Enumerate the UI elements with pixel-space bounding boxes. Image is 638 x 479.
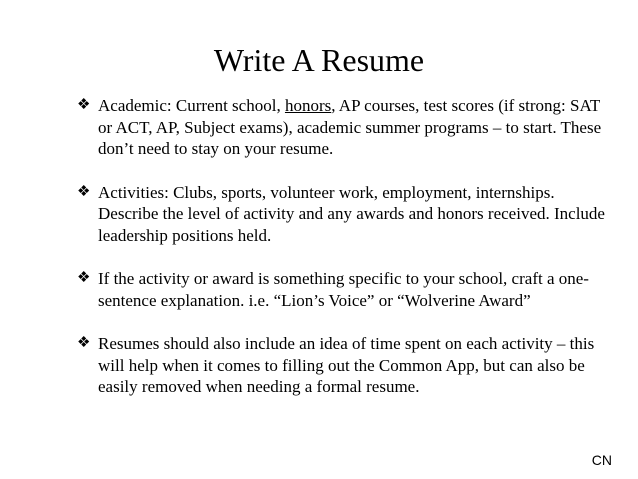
bullet-text-underlined: honors <box>284 96 332 115</box>
bullet-item-specific-award <box>78 268 618 311</box>
bullet-text-prefix: Academic: Current school, <box>98 96 285 115</box>
bullet-text: Resumes should also include an idea of time spent on each activity – this will help when it comes to filling out the Common App, but can also be easily removed when needing a formal resume. <box>98 334 595 396</box>
bullet-text: Activities: Clubs, sports, volunteer work, employment, internships. Describe the level of activity and any awards and honors received. Include leadership positions held. <box>98 182 605 245</box>
footer-initials: CN <box>591 452 612 468</box>
bullet-text: If the activity or award is something specific to your school, craft a one-sentence explanation. i.e. “Lion’s Voice” or “Wolverine Award” <box>98 269 589 310</box>
diamond-bullet-icon: ❖ <box>77 183 91 200</box>
diamond-bullet-icon: ❖ <box>77 335 91 351</box>
bullet-item-academic <box>78 95 618 160</box>
bullet-item-time-spent <box>78 333 618 398</box>
bullet-item-activities <box>78 182 618 247</box>
diamond-bullet-icon: ❖ <box>77 97 91 113</box>
bullet-text-suffix: , AP courses, test scores (if strong: SAT or ACT, AP, Subject exams), academic summer programs – to start. These don’t need to stay on your resume. <box>98 96 602 158</box>
diamond-bullet-icon: ❖ <box>77 270 91 286</box>
bullet-list <box>78 95 618 420</box>
slide-title: Write A Resume <box>213 42 425 78</box>
